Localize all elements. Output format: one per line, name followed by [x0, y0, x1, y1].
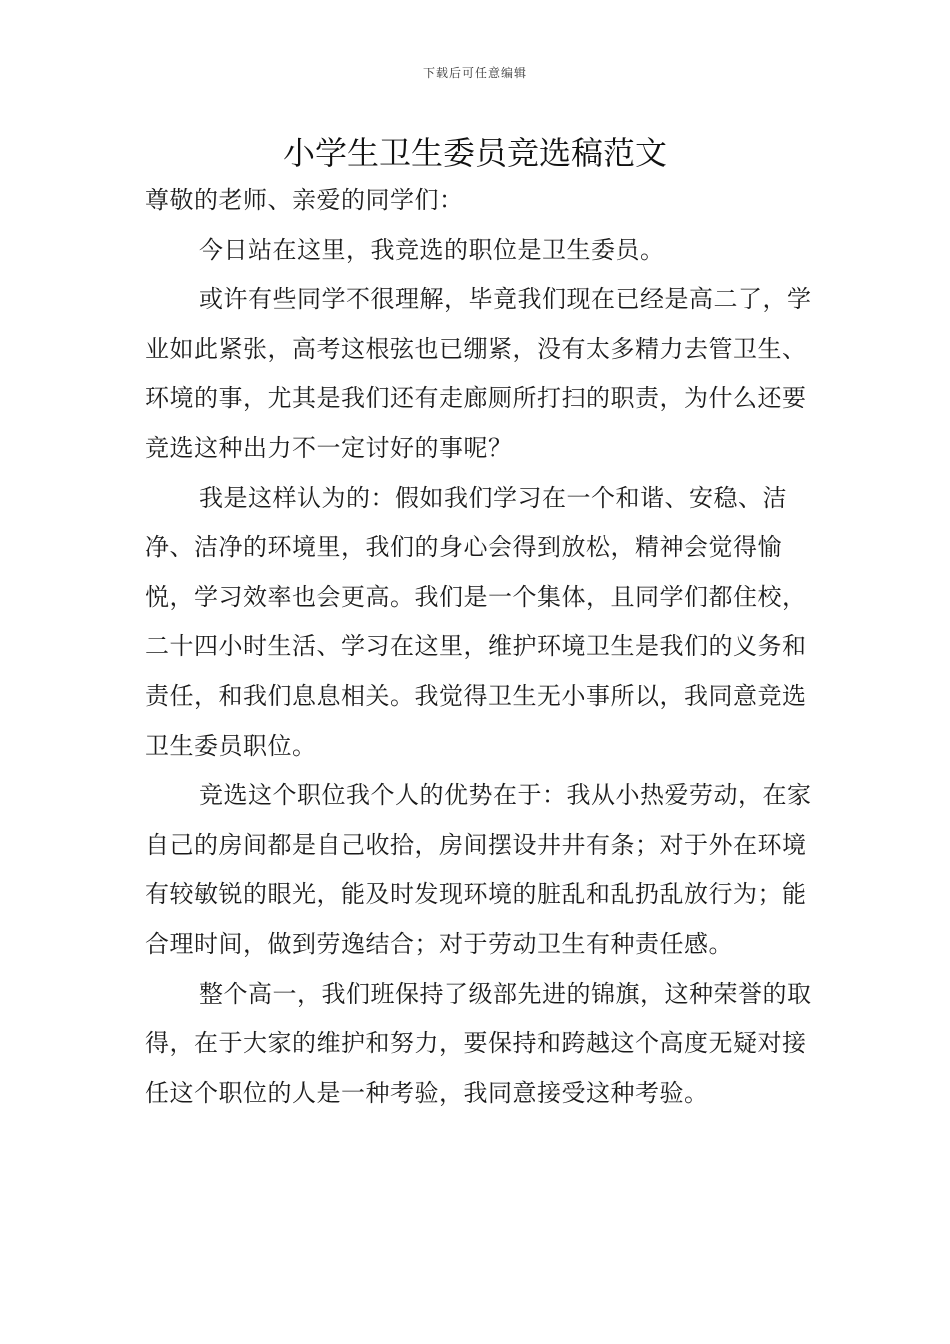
paragraph-3: 我是这样认为的：假如我们学习在一个和谐、安稳、洁净、洁净的环境里，我们的身心会得到放松，精神会觉得愉悦，学习效率也会更高。我们是一个集体，且同学们都住校，二十四小时生活、学习在这里，维护环境卫生是我们的义务和责任，和我们息息相关。我觉得卫生无小事所以，我同意竞选卫生委员职位。 — [145, 483, 807, 760]
paragraph-4: 竞选这个职位我个人的优势在于：我从小热爱劳动，在家自己的房间都是自己收拾，房间摆设井井有条；对于外在环境有较敏锐的眼光，能及时发现环境的脏乱和乱扔乱放行为；能合理时间，做到劳逸结合；对于劳动卫生有种责任感。 — [145, 781, 812, 958]
paragraph-2: 或许有些同学不很理解，毕竟我们现在已经是高二了，学业如此紧张，高考这根弦也已绷紧，没有太多精力去管卫生、环境的事，尤其是我们还有走廊厕所打扫的职责，为什么还要竞选这种出力不一定讨好的事呢？ — [145, 285, 812, 462]
salutation: 尊敬的老师、亲爱的同学们： — [145, 186, 464, 214]
paragraph-1: 今日站在这里，我竞选的职位是卫生委员。 — [199, 235, 665, 264]
document-body — [145, 176, 825, 1118]
header-note: 下载后可任意编辑 — [422, 66, 527, 80]
document-title: 小学生卫生委员竞选稿范文 — [282, 134, 667, 172]
paragraph-5: 整个高一，我们班保持了级部先进的锦旗，这种荣誉的取得，在于大家的维护和努力，要保持和跨越这个高度无疑对接任这个职位的人是一种考验，我同意接受这种考验。 — [145, 979, 812, 1107]
